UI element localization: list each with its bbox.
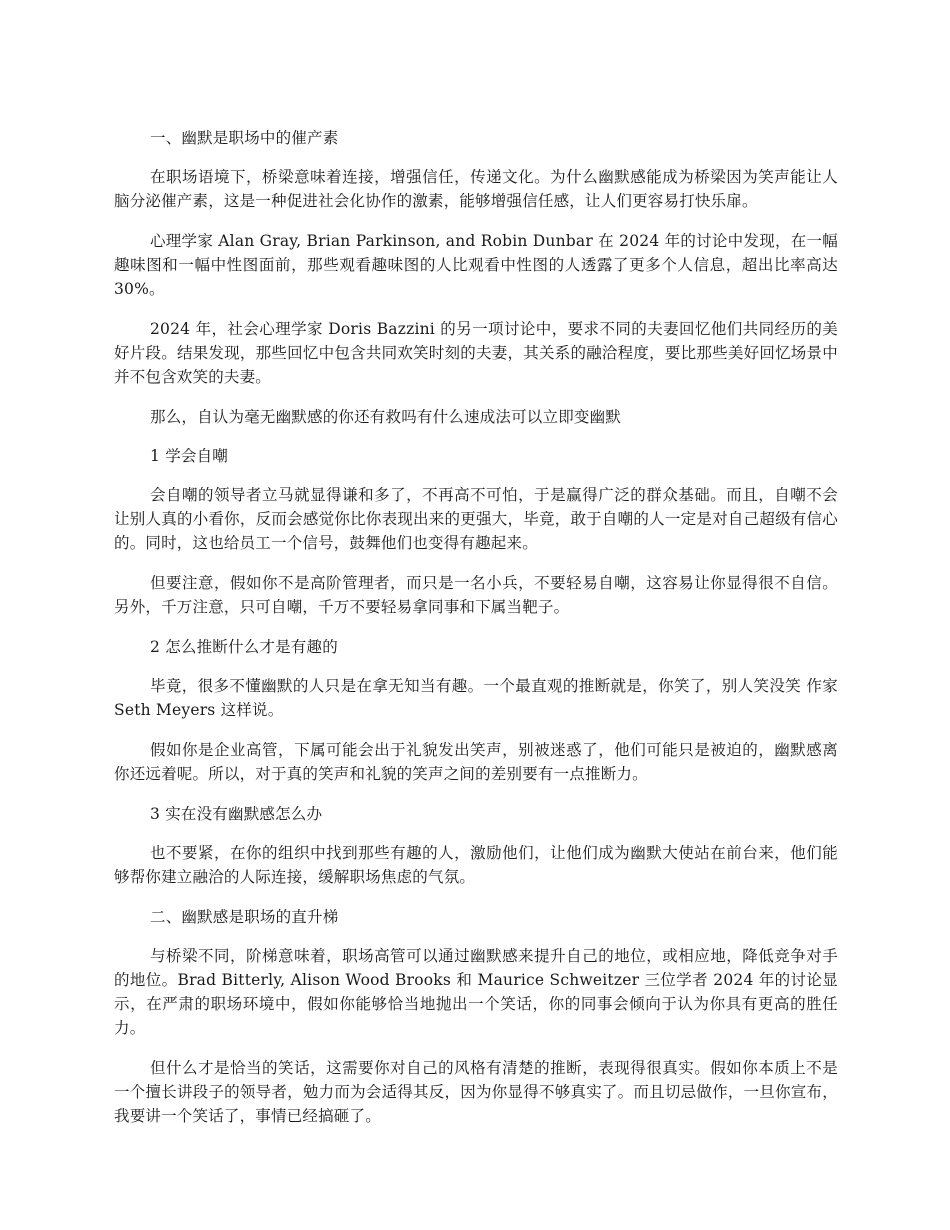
paragraph-bridge-intro: 在职场语境下，桥梁意味着连接，增强信任，传递文化。为什么幽默感能成为桥梁因为笑声能让人脑分泌催产素，这是一种促进社会化协作的激素，能够增强信任感，让人们更容易打快乐扉。	[114, 168, 838, 210]
subheading-2: 2 怎么推断什么才是有趣的	[150, 638, 338, 656]
paragraph-self-mockery: 会自嘲的领导者立马就显得谦和多了，不再高不可怕，于是赢得广泛的群众基础。而且，自嘲不会让别人真的小看你，反而会感觉你比你表现出来的更强大，毕竟，敢于自嘲的人一定是对自己超级有信心的。同时，这也给员工一个信号，鼓舞他们也变得有趣起来。	[114, 486, 838, 552]
paragraph-executive-laughter: 假如你是企业高管，下属可能会出于礼貌发出笑声，别被迷惑了，他们可能只是被迫的，幽默感离你还远着呢。所以，对于真的笑声和礼貌的笑声之间的差别要有一点推断力。	[114, 741, 838, 783]
paragraph-question: 那么，自认为毫无幽默感的你还有救吗有什么速成法可以立即变幽默	[150, 408, 622, 426]
paragraph-ladder: 与桥梁不同，阶梯意味着，职场高管可以通过幽默感来提升自己的地位，或相应地，降低竞争对手的地位。Brad Bitterly, Alison Wood Brooks 和 Maurice Schweitzer 三位学者 2024 年的讨论显示，在严肃的职场环境中，假如你能够恰当地抛出一个笑话，你的同事会倾向于认为你具有更高的胜任力。	[114, 947, 838, 1037]
subheading-3: 3 实在没有幽默感怎么办	[150, 805, 323, 823]
section-heading-2: 二、幽默感是职场的直升梯	[150, 908, 339, 926]
paragraph-humor-ambassadors: 也不要紧，在你的组织中找到那些有趣的人，激励他们，让他们成为幽默大使站在前台来，他们能够帮你建立融洽的人际连接，缓解职场焦虑的气氛。	[114, 844, 838, 886]
section-heading-1: 一、幽默是职场中的催产素	[150, 129, 339, 147]
paragraph-judge-funny: 毕竟，很多不懂幽默的人只是在拿无知当有趣。一个最直观的推断就是，你笑了，别人笑没笑 作家 Seth Meyers 这样说。	[114, 677, 838, 719]
paragraph-proper-joke: 但什么才是恰当的笑话，这需要你对自己的风格有清楚的推断，表现得很真实。假如你本质上不是一个擅长讲段子的领导者，勉力而为会适得其反，因为你显得不够真实了。而且切忌做作，一旦你宣布，我要讲一个笑话了，事情已经搞砸了。	[114, 1059, 838, 1125]
paragraph-self-mockery-caution: 但要注意，假如你不是高阶管理者，而只是一名小兵，不要轻易自嘲，这容易让你显得很不自信。另外，千万注意，只可自嘲，千万不要轻易拿同事和下属当靶子。	[114, 574, 838, 616]
subheading-1: 1 学会自嘲	[150, 447, 228, 465]
paragraph-gray-study: 心理学家 Alan Gray, Brian Parkinson, and Robin Dunbar 在 2024 年的讨论中发现，在一幅趣味图和一幅中性图面前，那些观看趣味图的人比观看中性图的人透露了更多个人信息，超出比率高达 30%。	[114, 232, 838, 298]
paragraph-bazzini-study: 2024 年，社会心理学家 Doris Bazzini 的另一项讨论中，要求不同的夫妻回忆他们共同经历的美好片段。结果发现，那些回忆中包含共同欢笑时刻的夫妻，其关系的融洽程度，要比那些美好回忆场景中并不包含欢笑的夫妻。	[114, 320, 838, 386]
